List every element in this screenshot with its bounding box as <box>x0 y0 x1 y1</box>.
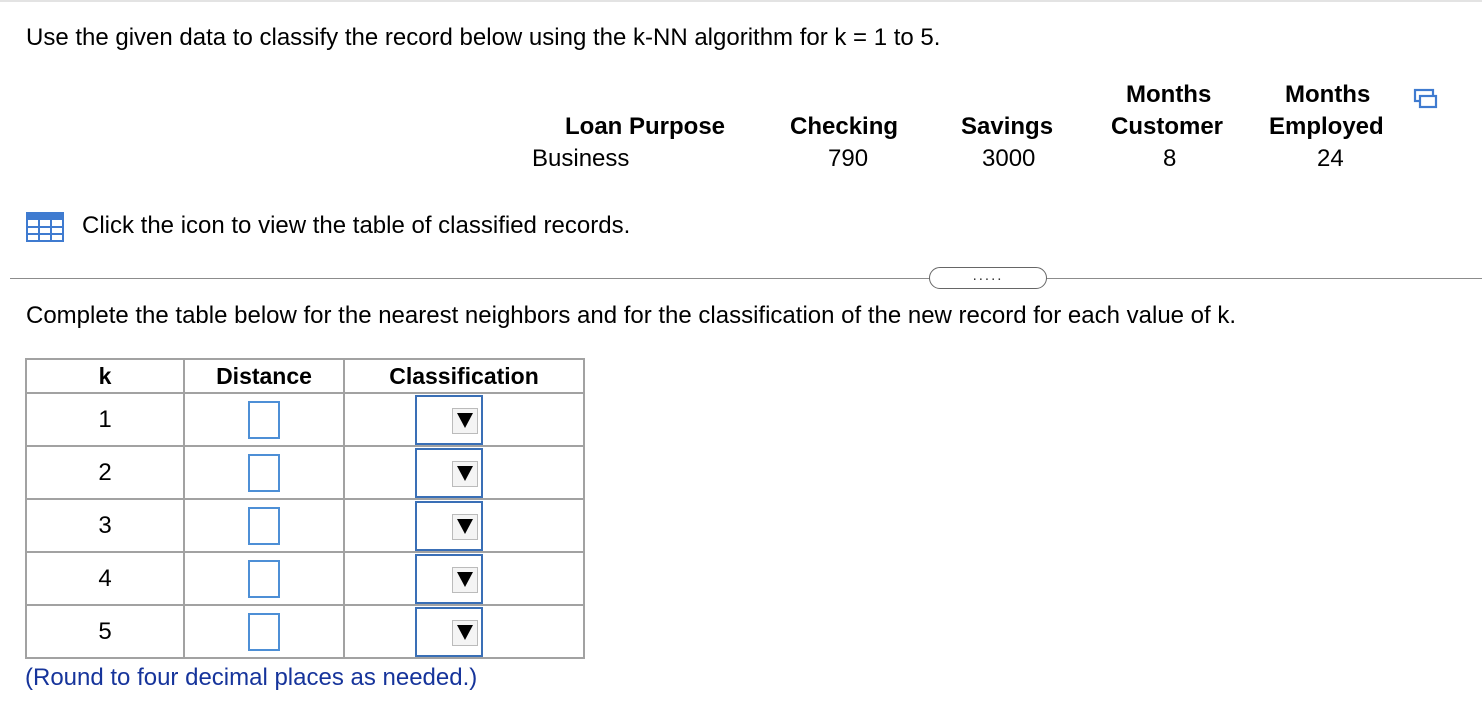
header-checking: Checking <box>790 113 899 140</box>
dropdown-arrow-icon[interactable] <box>452 514 478 540</box>
question-text: Use the given data to classify the record below using the k-NN algorithm for k = 1 to 5. <box>26 24 941 51</box>
classification-dropdown[interactable] <box>415 395 483 445</box>
rounding-note: (Round to four decimal places as needed.) <box>25 664 478 691</box>
distance-cell <box>184 552 344 605</box>
distance-input[interactable] <box>248 454 280 492</box>
value-checking: 790 <box>828 145 869 172</box>
dropdown-arrow-icon[interactable] <box>452 620 478 646</box>
answer-table <box>25 358 585 659</box>
header-months-customer-line1: Months <box>1126 81 1212 108</box>
dropdown-arrow-icon[interactable] <box>452 408 478 434</box>
distance-input[interactable] <box>248 401 280 439</box>
value-savings: 3000 <box>982 145 1036 172</box>
value-loan-purpose: Business <box>532 145 630 172</box>
distance-input[interactable] <box>248 613 280 651</box>
classification-dropdown[interactable] <box>415 554 483 604</box>
table-row <box>26 605 584 658</box>
k-value: 3 <box>26 499 184 552</box>
header-distance: Distance <box>184 359 344 393</box>
header-months-employed-line1: Months <box>1285 81 1371 108</box>
section-divider <box>10 278 1482 279</box>
k-value: 5 <box>26 605 184 658</box>
distance-input[interactable] <box>248 507 280 545</box>
copy-icon[interactable] <box>1413 86 1439 110</box>
header-months-employed-line2: Employed <box>1269 113 1384 140</box>
classification-cell <box>344 499 584 552</box>
header-months-customer-line2: Customer <box>1111 113 1224 140</box>
top-border <box>0 0 1482 2</box>
distance-cell <box>184 393 344 446</box>
classification-dropdown[interactable] <box>415 448 483 498</box>
table-row <box>26 552 584 605</box>
k-value: 1 <box>26 393 184 446</box>
classification-dropdown[interactable] <box>415 607 483 657</box>
classification-cell <box>344 552 584 605</box>
header-classification: Classification <box>344 359 584 393</box>
k-value: 2 <box>26 446 184 499</box>
classification-cell <box>344 605 584 658</box>
classification-dropdown[interactable] <box>415 501 483 551</box>
table-header-row <box>26 359 584 393</box>
distance-cell <box>184 499 344 552</box>
value-months-customer: 8 <box>1163 145 1177 172</box>
distance-input[interactable] <box>248 560 280 598</box>
distance-cell <box>184 605 344 658</box>
table-row <box>26 393 584 446</box>
dropdown-arrow-icon[interactable] <box>452 461 478 487</box>
classification-cell <box>344 446 584 499</box>
instruction-text: Complete the table below for the nearest neighbors and for the classification of the new record for each value of k. <box>26 302 1237 329</box>
k-value: 4 <box>26 552 184 605</box>
value-months-employed: 24 <box>1317 145 1344 172</box>
view-table-instruction: Click the icon to view the table of classified records. <box>82 212 631 239</box>
classification-cell <box>344 393 584 446</box>
table-row <box>26 499 584 552</box>
expand-button[interactable]: ..... <box>929 267 1047 289</box>
header-k: k <box>26 359 184 393</box>
distance-cell <box>184 446 344 499</box>
table-row <box>26 446 584 499</box>
dropdown-arrow-icon[interactable] <box>452 567 478 593</box>
table-icon[interactable] <box>26 212 64 242</box>
header-loan-purpose: Loan Purpose <box>565 113 726 140</box>
header-savings: Savings <box>961 113 1054 140</box>
